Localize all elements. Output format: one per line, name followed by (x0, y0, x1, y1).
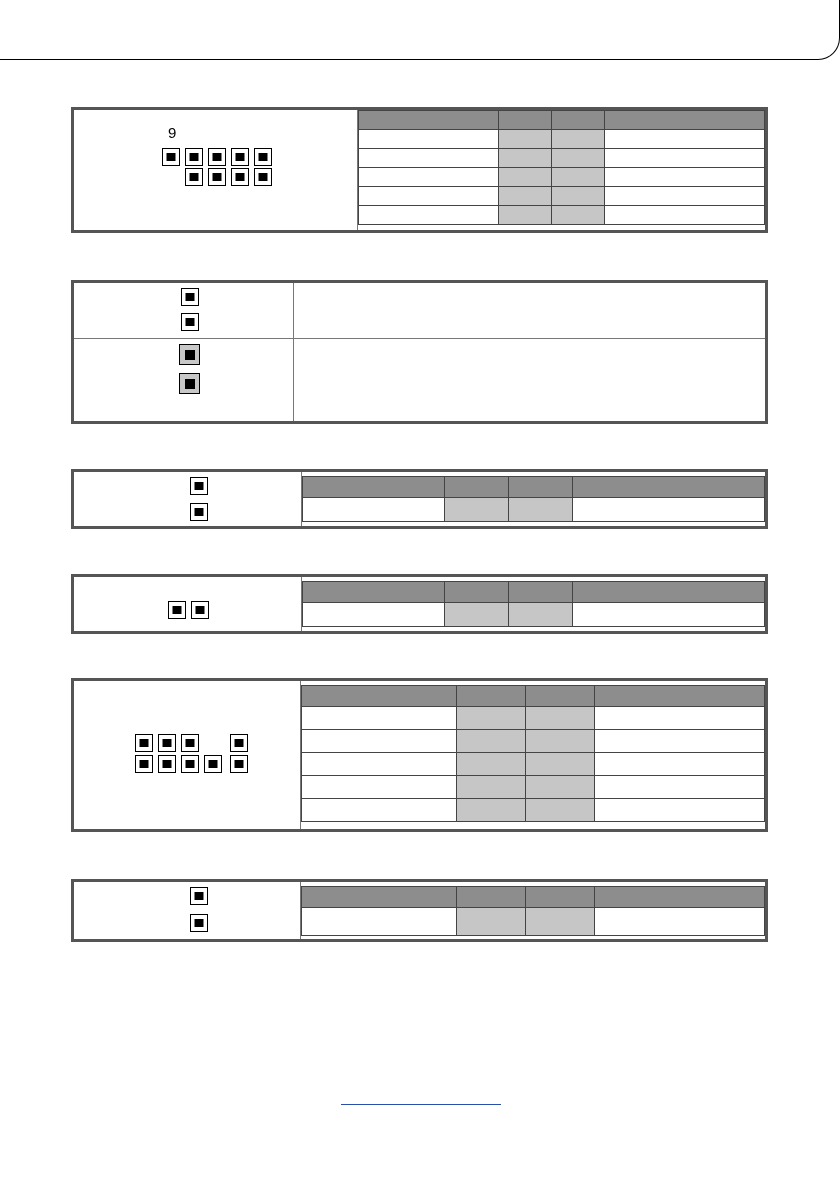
pin-diagram-1 (74, 110, 358, 230)
pin-table-5 (301, 882, 765, 939)
table-header-row (303, 582, 765, 603)
header-pin (254, 148, 272, 166)
jumper-pin (181, 288, 199, 306)
pin-diagram-5 (74, 882, 301, 939)
header-pin (190, 887, 208, 905)
table-row (359, 130, 765, 149)
header-pin (135, 734, 153, 752)
pin-table-4 (301, 681, 765, 829)
footer-link-underline[interactable] (341, 1104, 501, 1105)
jumper-pin (181, 313, 199, 331)
header-pin (181, 755, 199, 773)
table-header-row (302, 686, 765, 707)
header-pin (158, 734, 176, 752)
pin-diagram-2 (74, 472, 302, 526)
pin-header-table-3 (71, 574, 768, 634)
header-pin (162, 148, 180, 166)
pin-diagram-4 (74, 681, 301, 829)
header-pin (190, 503, 208, 521)
table-row (302, 753, 765, 776)
header-pin (181, 734, 199, 752)
table-header-row (303, 477, 765, 498)
jumper-option-description (294, 283, 765, 338)
header-pin (190, 914, 208, 932)
table-header-row (302, 887, 765, 908)
pin-assignment-table (302, 476, 765, 522)
pin-table-3 (302, 577, 765, 631)
pin-assignment-table (302, 581, 765, 627)
header-pin (168, 601, 186, 619)
jumper-cap-pin (179, 344, 200, 365)
header-pin (254, 168, 272, 186)
pin-header-table-2 (71, 469, 768, 529)
header-pin (208, 168, 226, 186)
table-header-row (359, 111, 765, 130)
header-pin (230, 734, 248, 752)
jumper-option-description (294, 339, 765, 421)
pin-assignment-table (358, 110, 765, 225)
table-row (303, 603, 765, 627)
jumper-closed-diagram (74, 339, 294, 421)
table-row (302, 776, 765, 799)
jumper-option-row (74, 283, 765, 339)
header-pin (230, 755, 248, 773)
jumper-settings-block (71, 280, 768, 424)
pin-diagram-3 (74, 577, 302, 631)
pin-table-1 (358, 110, 765, 230)
page-corner-border (0, 0, 840, 60)
table-row (359, 168, 765, 187)
pin-number-label: 9 (168, 125, 177, 142)
header-pin (231, 148, 249, 166)
header-pin (185, 168, 203, 186)
jumper-open-diagram (74, 283, 294, 338)
table-row (302, 908, 765, 936)
jumper-option-row (74, 339, 765, 421)
pin-header-table-4 (71, 678, 768, 832)
header-pin (204, 755, 222, 773)
pin-assignment-table (301, 886, 765, 936)
header-pin (190, 477, 208, 495)
header-pin (135, 755, 153, 773)
pin-header-table-5 (71, 879, 768, 942)
jumper-cap-pin (179, 373, 200, 394)
table-row (303, 498, 765, 522)
header-pin (208, 148, 226, 166)
header-pin (185, 148, 203, 166)
pin-table-2 (302, 472, 765, 526)
table-row (302, 799, 765, 822)
pin-assignment-table (301, 685, 765, 822)
pin-header-table-1 (71, 107, 768, 233)
table-row (302, 707, 765, 730)
table-row (359, 149, 765, 168)
table-row (359, 187, 765, 206)
header-pin (158, 755, 176, 773)
table-row (359, 206, 765, 225)
header-pin (191, 601, 209, 619)
table-row (302, 730, 765, 753)
header-pin (231, 168, 249, 186)
